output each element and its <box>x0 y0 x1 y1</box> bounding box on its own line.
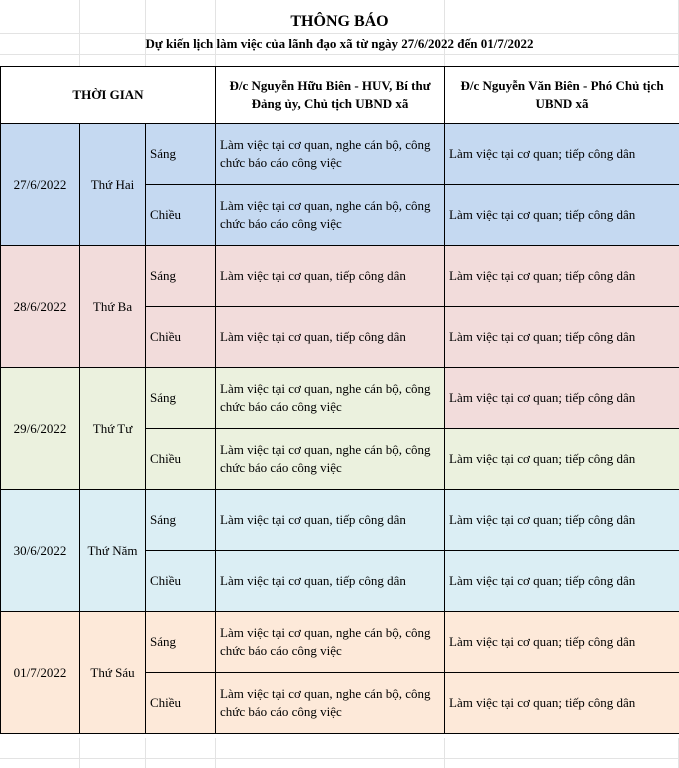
leader2-task-cell: Làm việc tại cơ quan; tiếp công dân <box>445 246 679 307</box>
period-cell: Chiều <box>146 185 216 246</box>
header-time: THỜI GIAN <box>1 67 216 124</box>
page-title: THÔNG BÁO <box>290 13 389 30</box>
schedule-table <box>0 66 679 734</box>
period-cell: Sáng <box>146 490 216 551</box>
leader1-task-cell: Làm việc tại cơ quan, nghe cán bộ, công chức báo cáo công việc <box>216 429 445 490</box>
period-cell: Sáng <box>146 368 216 429</box>
weekday-cell: Thứ Ba <box>80 246 146 368</box>
leader2-task-cell: Làm việc tại cơ quan; tiếp công dân <box>445 124 679 185</box>
table-row <box>1 124 679 185</box>
leader1-task-cell: Làm việc tại cơ quan, nghe cán bộ, công chức báo cáo công việc <box>216 673 445 734</box>
leader1-task-cell: Làm việc tại cơ quan, tiếp công dân <box>216 490 445 551</box>
leader2-task-cell: Làm việc tại cơ quan; tiếp công dân <box>445 185 679 246</box>
period-cell: Chiều <box>146 551 216 612</box>
page-subtitle: Dự kiến lịch làm việc của lãnh đạo xã từ ngày 27/6/2022 đến 01/7/2022 <box>145 36 534 51</box>
leader2-task-cell: Làm việc tại cơ quan; tiếp công dân <box>445 368 679 429</box>
leader2-task-cell: Làm việc tại cơ quan; tiếp công dân <box>445 673 679 734</box>
leader1-task-cell: Làm việc tại cơ quan, nghe cán bộ, công chức báo cáo công việc <box>216 124 445 185</box>
period-cell: Chiều <box>146 307 216 368</box>
table-row <box>1 612 679 673</box>
weekday-cell: Thứ Hai <box>80 124 146 246</box>
table-row <box>1 368 679 429</box>
date-cell: 01/7/2022 <box>1 612 80 734</box>
leader2-task-cell: Làm việc tại cơ quan; tiếp công dân <box>445 551 679 612</box>
table-row <box>1 246 679 307</box>
table-row <box>1 490 679 551</box>
leader1-task-cell: Làm việc tại cơ quan, tiếp công dân <box>216 307 445 368</box>
period-cell: Chiều <box>146 429 216 490</box>
spreadsheet-gridlines-top <box>0 0 679 66</box>
period-cell: Chiều <box>146 673 216 734</box>
date-cell: 27/6/2022 <box>1 124 80 246</box>
leader1-task-cell: Làm việc tại cơ quan, nghe cán bộ, công chức báo cáo công việc <box>216 612 445 673</box>
weekday-cell: Thứ Năm <box>80 490 146 612</box>
leader2-task-cell: Làm việc tại cơ quan; tiếp công dân <box>445 307 679 368</box>
leader1-task-cell: Làm việc tại cơ quan, nghe cán bộ, công chức báo cáo công việc <box>216 368 445 429</box>
spreadsheet-gridlines-bottom <box>0 738 679 768</box>
leader1-task-cell: Làm việc tại cơ quan, tiếp công dân <box>216 551 445 612</box>
date-cell: 29/6/2022 <box>1 368 80 490</box>
leader2-task-cell: Làm việc tại cơ quan; tiếp công dân <box>445 490 679 551</box>
header-leader-1: Đ/c Nguyễn Hữu Biên - HUV, Bí thư Đảng ủy, Chủ tịch UBND xã <box>216 67 445 124</box>
weekday-cell: Thứ Sáu <box>80 612 146 734</box>
period-cell: Sáng <box>146 124 216 185</box>
weekday-cell: Thứ Tư <box>80 368 146 490</box>
date-cell: 28/6/2022 <box>1 246 80 368</box>
leader1-task-cell: Làm việc tại cơ quan, tiếp công dân <box>216 246 445 307</box>
period-cell: Sáng <box>146 246 216 307</box>
leader1-task-cell: Làm việc tại cơ quan, nghe cán bộ, công chức báo cáo công việc <box>216 185 445 246</box>
period-cell: Sáng <box>146 612 216 673</box>
date-cell: 30/6/2022 <box>1 490 80 612</box>
leader2-task-cell: Làm việc tại cơ quan; tiếp công dân <box>445 429 679 490</box>
leader2-task-cell: Làm việc tại cơ quan; tiếp công dân <box>445 612 679 673</box>
header-leader-2: Đ/c Nguyễn Văn Biên - Phó Chủ tịch UBND xã <box>445 67 679 124</box>
